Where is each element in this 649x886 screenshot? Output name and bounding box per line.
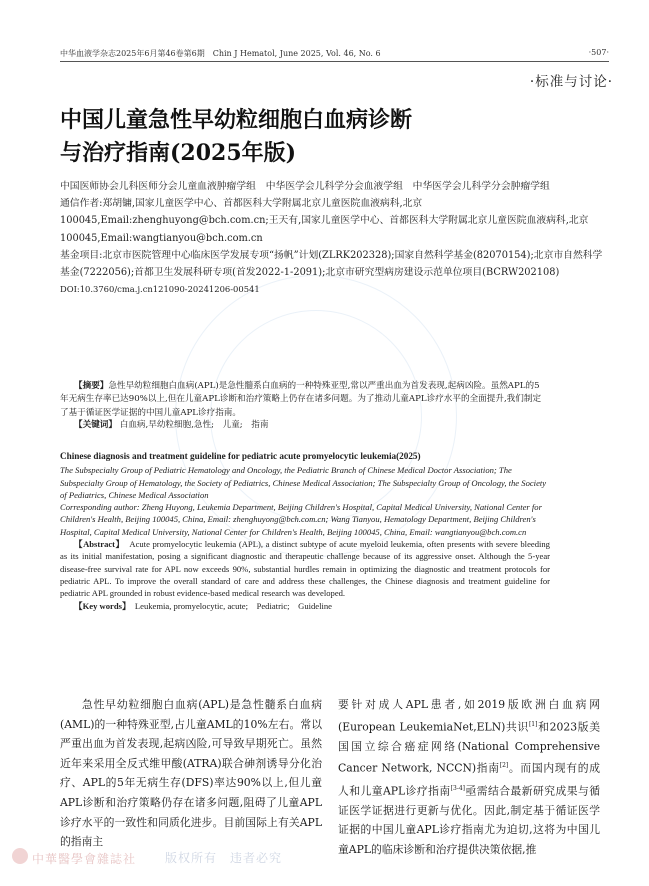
title-line-1: 中国儿童急性早幼粒细胞白血病诊断 bbox=[60, 107, 413, 133]
english-keywords-text: Leukemia, promyelocytic, acute; Pediatric; Guideline bbox=[134, 600, 333, 611]
body-col2-part-c: 。而国内现有的成人和儿童APL诊疗指南 bbox=[338, 761, 600, 798]
keywords-cn bbox=[74, 419, 268, 432]
header-divider bbox=[60, 61, 609, 62]
journal-header: 中华血液学杂志2025年6月第46卷第6期 Chin J Hematol, June 2025, Vol. 46, No. 6 bbox=[60, 49, 381, 58]
keywords-cn-label: 【关键词】 bbox=[74, 420, 117, 430]
page-title bbox=[60, 104, 412, 170]
english-title: Chinese diagnosis and treatment guideline for pediatric acute promyelocytic leukemia(2025) bbox=[60, 451, 421, 461]
english-abstract-block bbox=[60, 450, 550, 612]
body-col2-part-a: 要针对成人APL患者,如2019版欧洲白血病网(European LeukemiaNet,ELN)共识 bbox=[338, 698, 600, 734]
abstract-cn bbox=[60, 380, 546, 420]
publisher-logo-icon bbox=[12, 848, 28, 864]
english-abstract bbox=[60, 538, 550, 599]
keywords-cn-text: 白血病,早幼粒细胞,急性; 儿童; 指南 bbox=[119, 420, 269, 430]
english-authors: The Subspecialty Group of Pediatric Hematology and Oncology, the Pediatric Branch of Chinese Medical Doctor Association; The Subspecialty Group of Hematology, the Society of Pediatrics, Chinese Medical Association; The Subspecialty Group of Oncology, the Society of Pediatrics, Chinese Medical Association bbox=[60, 465, 547, 500]
publisher-watermark: 中華醫學會雜誌社 bbox=[32, 852, 137, 866]
funding: 基金项目:北京市医院管理中心临床医学发展专项“扬帆”计划(ZLRK202328);国家自然科学基金(82070154);北京市自然科学基金(7222056);首都卫生发展科研专项(首发2022-1-2091);北京市研究型病房建设示范单位项目(BCRW202108) bbox=[60, 249, 603, 279]
body-paragraph-1: 急性早幼粒细胞白血病(APL)是急性髓系白血病(AML)的一种特殊亚型,占儿童AML的10%左右。常以严重出血为首发表现,起病凶险,可导致早期死亡。虽然近年来采用全反式维甲酸(ATRA)联合砷剂诱导分化治疗、APL的5年无病生存(DFS)率达90%以上,但儿童APL诊断和治疗策略仍存在诸多问题,阻碍了儿童APL诊疗水平的一致性和同质化进步。目前国际上有关APL的指南主 bbox=[60, 698, 322, 849]
ref-1[interactable]: [1] bbox=[528, 720, 538, 728]
section-tag: ·标准与讨论· bbox=[529, 74, 613, 90]
english-keywords-label: 【Key words】 bbox=[74, 600, 127, 611]
english-corresponding: Corresponding author: Zheng Huyong, Leukemia Department, Beijing Children's Hospital, Capital Medical University, National Center for Children's Health, Beijing 100045, China, Email: zhenghuyong@bch.com.cn; Wang Tianyou, Hematology Department, Beijing Children's Hospital, Capital Medical University, National Center for Children's Health, Beijing 100045, China, Email: wangtianyou@bch.com.cn bbox=[60, 502, 542, 537]
english-keywords bbox=[60, 600, 550, 612]
article-meta bbox=[60, 178, 608, 298]
english-abstract-label: 【Abstract】 bbox=[74, 539, 121, 550]
authors: 中国医师协会儿科医师分会儿童血液肿瘤学组 中华医学会儿科学分会血液学组 中华医学会儿科学分会肿瘤学组 bbox=[60, 181, 550, 192]
corresponding-authors: 通信作者:郑胡镛,国家儿童医学中心、首都医科大学附属北京儿童医院血液病科,北京 100045,Email:zhenghuyong@bch.com.cn;王天有,国家儿童医学中心、首都医科大学附属北京儿童医院血液病科,北京 100045,Email:wangtianyou@bch.com.cn bbox=[60, 198, 599, 244]
body-col2-part-d: 亟需结合最新研究成果与循证医学证据进行更新与优化。因此,制定基于循证医学证据的中国儿童APL诊疗指南尤为迫切,这将为中国儿童APL的临床诊断和治疗提供决策依据,推 bbox=[338, 784, 600, 856]
body-paragraph-2 bbox=[338, 695, 600, 860]
ref-3[interactable]: [3-4] bbox=[450, 784, 466, 792]
body-column-1 bbox=[60, 695, 322, 852]
page-number: ·507· bbox=[588, 48, 609, 57]
copyright-watermark: 版权所有 违者必究 bbox=[165, 851, 283, 865]
title-line-2: 与治疗指南(2025年版) bbox=[60, 140, 297, 166]
ref-2[interactable]: [2] bbox=[499, 762, 509, 770]
body-col2-part-b: 和2023版美国国立综合癌症网络(National Comprehensive Cancer Network, NCCN)指南 bbox=[338, 720, 600, 775]
doi: DOI:10.3760/cma.j.cn121090-20241206-00541 bbox=[60, 284, 260, 295]
body-column-2 bbox=[338, 695, 600, 860]
abstract-cn-text: 急性早幼粒细胞白血病(APL)是急性髓系白血病的一种特殊亚型,常以严重出血为首发表现,起病凶险。虽然APL的5年无病生存率已达90%以上,但在儿童APL诊断和治疗策略上仍存在诸多问题。为了推动儿童APL诊疗水平的全面提升,我们制定了基于循证医学证据的中国儿童APL诊疗指南。 bbox=[60, 381, 542, 418]
abstract-cn-label: 【摘要】 bbox=[74, 381, 109, 391]
english-abstract-text: Acute promyelocytic leukemia (APL), a distinct subtype of acute myeloid leukemia, often presents with severe bleeding as its initial manifestation, posing a significant diagnostic and therapeutic challenge because of its aggressive onset. Although the 5-year disease-free survival rate for APL now exceeds 90%, substantial hurdles remain in optimizing the diagnostic and treatment protocols for pediatric APL. To improve the overall standard of care and address these challenges, the Chinese diagnosis and treatment guideline for pediatric APL grounded in robust evidence-based medical research was developed. bbox=[60, 539, 550, 599]
